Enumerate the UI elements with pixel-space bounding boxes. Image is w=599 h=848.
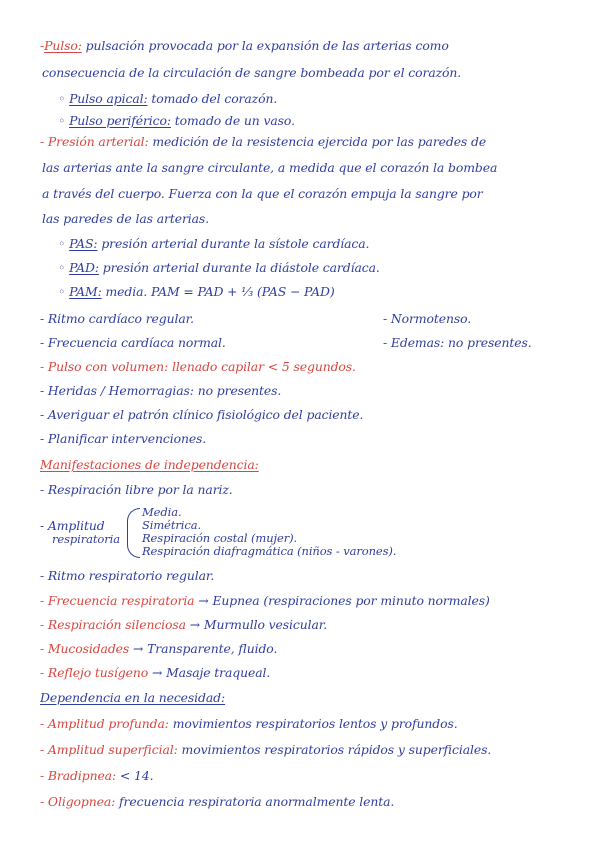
pulso-periferico-term: Pulso periférico:: [69, 113, 171, 128]
mucosidades-term: - Mucosidades: [40, 641, 130, 656]
amplitud-profunda-definition: movimientos respiratorios lentos y profundos.: [168, 716, 458, 731]
presion-line-4: las paredes de las arterias.: [42, 211, 210, 226]
oligopnea-term: - Oligopnea:: [40, 794, 116, 809]
pam-term: PAM:: [69, 284, 102, 299]
ritmo-cardiaco: - Ritmo cardíaco regular.: [40, 311, 194, 326]
bradipnea: [40, 767, 153, 785]
reflejo-tusigeno-term: - Reflejo tusígeno: [40, 665, 149, 680]
frecuencia-respiratoria-term: - Frecuencia respiratoria: [40, 593, 195, 608]
pas-term: PAS:: [69, 236, 98, 251]
pad-term: PAD:: [69, 260, 99, 275]
amplitud-option: Respiración diafragmática (niños - varones).: [142, 544, 397, 558]
amplitud-profunda-term: - Amplitud profunda:: [40, 716, 169, 731]
pulso-periferico: [58, 112, 295, 130]
amplitud-superficial-definition: movimientos respiratorios rápidos y superficiales.: [177, 742, 492, 757]
amplitud-superficial-term: - Amplitud superficial:: [40, 742, 178, 757]
pas-definition: presión arterial durante la sístole cardíaca.: [97, 236, 370, 251]
presion-pam: [58, 283, 335, 301]
normotenso: - Normotenso.: [383, 311, 472, 326]
mucosidades-result: → Transparente, fluido.: [129, 641, 278, 656]
presion-line-2: las arterias ante la sangre circulante, a medida que el corazón la bombea: [42, 160, 498, 175]
bullet: ◦: [58, 260, 70, 275]
presion-pad: [58, 259, 380, 277]
frecuencia-cardiaca: - Frecuencia cardíaca normal.: [40, 335, 226, 350]
respiracion-silenciosa-term: - Respiración silenciosa: [40, 617, 186, 632]
pam-definition: media. PAM = PAD + ⅓ (PAS − PAD): [101, 284, 335, 299]
presion-pas: [58, 235, 369, 253]
amplitud-profunda: [40, 715, 458, 733]
pulso-periferico-definition: tomado de un vaso.: [170, 113, 295, 128]
mucosidades: [40, 640, 277, 658]
pulso-volumen: - Pulso con volumen: llenado capilar < 5 segundos.: [40, 359, 356, 374]
ritmo-respiratorio: - Ritmo respiratorio regular.: [40, 568, 215, 583]
amplitud-superficial: [40, 741, 491, 759]
bullet: ◦: [58, 113, 70, 128]
pulso-apical-term: Pulso apical:: [69, 91, 148, 106]
pulso-apical-definition: tomado del corazón.: [147, 91, 278, 106]
presion-definition: medición de la resistencia ejercida por las paredes de: [148, 134, 487, 149]
bradipnea-term: - Bradipnea:: [40, 768, 117, 783]
frecuencia-respiratoria-result: → Eupnea (respiraciones por minuto normales): [194, 593, 490, 608]
pulso-apical: [58, 90, 277, 108]
pulso-definition: pulsación provocada por la expansión de las arterias como: [81, 38, 449, 53]
bullet: ◦: [58, 236, 70, 251]
oligopnea-definition: frecuencia respiratoria anormalmente lenta.: [115, 794, 395, 809]
frecuencia-respiratoria: [40, 592, 490, 610]
pulso-dash: -: [40, 38, 45, 53]
oligopnea: [40, 793, 394, 811]
bullet: ◦: [58, 91, 70, 106]
presion-term: - Presión arterial:: [40, 134, 149, 149]
amplitud-option: Respiración costal (mujer).: [142, 531, 298, 545]
independencia-heading: Manifestaciones de independencia:: [40, 457, 259, 472]
pulso-line-1: [40, 37, 449, 55]
edemas: - Edemas: no presentes.: [383, 335, 532, 350]
presion-line-3: a través del cuerpo. Fuerza con la que el corazón empuja la sangre por: [42, 186, 483, 201]
amplitud-bracket: [127, 508, 140, 558]
respiracion-libre: - Respiración libre por la nariz.: [40, 482, 233, 497]
amplitud-option: Media.: [142, 505, 182, 519]
reflejo-tusigeno-result: → Masaje traqueal.: [148, 665, 271, 680]
reflejo-tusigeno: [40, 664, 270, 682]
amplitud-label: - Amplitud: [40, 518, 105, 533]
heridas: - Heridas / Hemorragias: no presentes.: [40, 383, 282, 398]
planificar: - Planificar intervenciones.: [40, 431, 207, 446]
respiracion-silenciosa-result: → Murmullo vesicular.: [185, 617, 328, 632]
pulso-line-2: consecuencia de la circulación de sangre bombeada por el corazón.: [42, 65, 462, 80]
pulso-term: Pulso:: [44, 38, 82, 53]
averiguar: - Averiguar el patrón clínico fisiológico del paciente.: [40, 407, 364, 422]
bullet: ◦: [58, 284, 70, 299]
amplitud-option: Simétrica.: [142, 518, 202, 532]
bradipnea-value: < 14.: [116, 768, 154, 783]
amplitud-label-2: respiratoria: [52, 532, 120, 546]
presion-line-1: [40, 133, 486, 151]
pad-definition: presión arterial durante la diástole cardíaca.: [98, 260, 380, 275]
dependencia-heading: Dependencia en la necesidad:: [40, 690, 226, 705]
respiracion-silenciosa: [40, 616, 327, 634]
